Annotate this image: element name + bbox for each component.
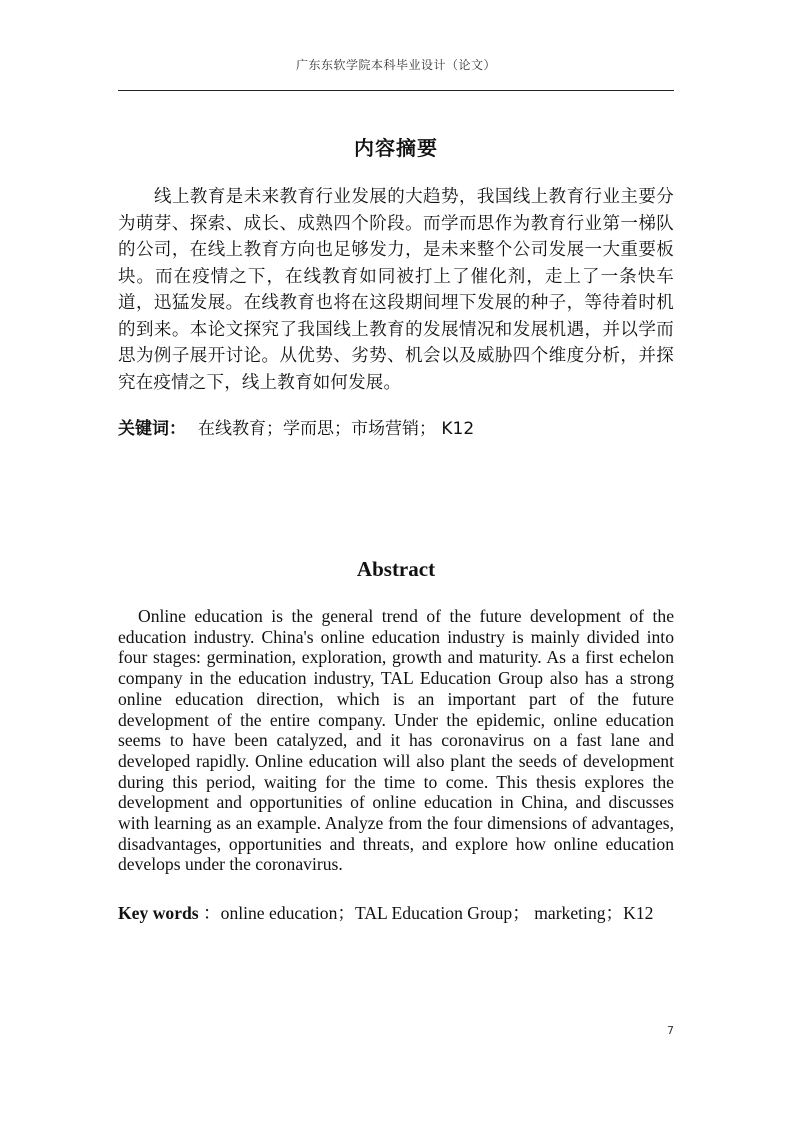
chinese-keywords-text: 在线教育；学而思；市场营销； K12: [198, 419, 475, 439]
english-keywords-text: ：online education；TAL Education Group； marketing；K12: [203, 903, 654, 923]
chinese-keywords: [118, 414, 674, 439]
page-header: [118, 52, 674, 91]
page-number: 7: [667, 1024, 674, 1037]
english-keywords-label: Key words: [118, 903, 199, 923]
english-abstract-title: Abstract: [356, 557, 436, 581]
english-keywords: [118, 900, 674, 925]
chinese-keywords-label: 关键词：: [118, 419, 186, 439]
header-text: 广东东软学院本科毕业设计（论文）: [295, 58, 496, 72]
english-abstract-body: Online education is the general trend of the future development of the education industry. China's online education industry is mainly divided into four stages: germination, exploration, growth and maturity. As a first echelon company in the education industry, TAL Education Group also has a strong online education direction, which is an important part of the future development of the entire company. Under the epidemic, online education seems to have been catalyzed, and it has coronavirus on a fast lane and developed rapidly. Online education will also plant the seeds of development during this period, waiting for the time to come. This thesis explores the development and opportunities of online education in China, and discusses with learning as an example. Analyze from the four dimensions of advantages, disadvantages, opportunities and threats, and explore how online education develops under the coronavirus.: [118, 606, 674, 875]
chinese-abstract-body: 线上教育是未来教育行业发展的大趋势，我国线上教育行业主要分为萌芽、探索、成长、成熟四个阶段。而学而思作为教育行业第一梯队的公司，在线上教育方向也足够发力，是未来整个公司发展一大重要板块。而在疫情之下，在线教育如同被打上了催化剂，走上了一条快车道，迅猛发展。在线教育也将在这段期间埋下发展的种子，等待着时机的到来。本论文探究了我国线上教育的发展情况和发展机遇，并以学而思为例子展开讨论。从优势、劣势、机会以及威胁四个维度分析，并探究在疫情之下，线上教育如何发展。: [118, 187, 674, 393]
chinese-abstract-title: 内容摘要: [354, 136, 438, 160]
